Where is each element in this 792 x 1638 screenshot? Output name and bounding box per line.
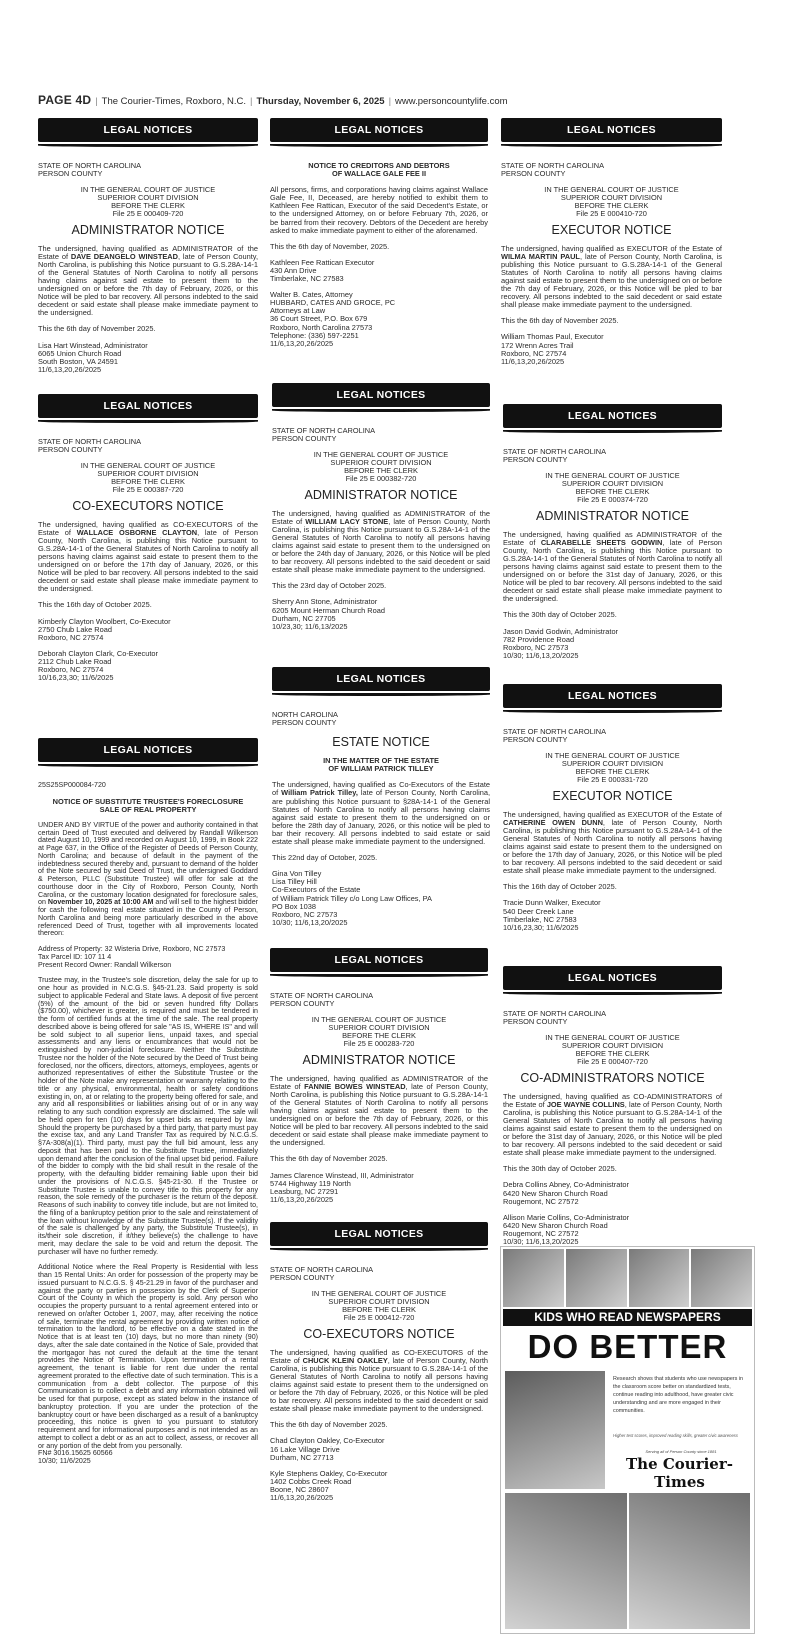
notice-godwin-clarabelle: STATE OF NORTH CAROLINA PERSON COUNTY IN THE GENERAL COURT OF JUSTICE SUPERIOR COURT DIVISION BEFORE THE CLERK File 25 E 000374-720 ADMINISTRATOR NOTICE The undersigned, having qualified as ADMINISTRATOR of the Estate of CLARABELLE SHEETS GODWIN, late of Person County, North Carolina, is publishing this Notice pursuant to G.S.28A-14-1 of the General Statutes of North Carolina to notify all persons having claims against said estate to present them to the undersigned on or before the 31st day of January, 2026, or this Notice will be pled to bar recovery. All persons indebted to the said decedent or said estate shall please make immediate payment to the undersigned. This the 30th day of October 2025. Jason David Godwin, Administrator 782 Providence Road Roxboro, NC 27573 10/30; 11/6,13,20/2025 — [503, 447, 722, 660]
column-3b — [503, 404, 722, 660]
ad-photo-strip — [505, 1493, 750, 1629]
column-3 — [501, 118, 722, 366]
column-1c — [38, 738, 258, 1466]
notice-body: The undersigned, having qualified as EXECUTOR of the Estate of CATHERINE OWEN DUNN, late of Person County, North Carolina, is publishing this Notice pursuant to G.S.28A-14-1 of the General Statutes of North Carolina to notify all persons having claims against said estate to present them to the undersigned on or before the 17th day of January, 2026, or this Notice will be pled to bar recovery. All persons indebted to the said decedent or said estate shall please make immediate payment to the undersigned. — [503, 809, 722, 876]
ad-headline: KIDS WHO READ NEWSPAPERS — [503, 1309, 752, 1326]
notice-body: The undersigned, having qualified as EXECUTOR of the Estate of WILMA MARTIN PAUL, late of Person County, North Carolina, is publishing this Notice pursuant to G.S.28A-14-1 of the General Statutes of North Carolina to notify all persons having claims against said estate to present them to the undersigned on or before the 7th day of February, 2026, or this Notice will be pled to bar recovery. All persons indebted to the said decedent or said estate shall please make immediate payment to the undersigned. — [501, 243, 722, 310]
notice-oakley-chuck: STATE OF NORTH CAROLINA PERSON COUNTY IN THE GENERAL COURT OF JUSTICE SUPERIOR COURT DIVISION BEFORE THE CLERK File 25 E 000412-720 CO-EXECUTORS NOTICE The undersigned, having qualified as CO-EXECUTORS of the Estate of CHUCK KLEIN OAKLEY, late of Person County, North Carolina, is publishing this Notice pursuant to G.S.28A-14-1 of the General Statutes of North Carolina to notify all persons having claims against said estate to present them to the undersigned on or before the 7th day of February, 2026, or this Notice will be pled to bar recovery. All persons indebted to the said decedent or said estate shall please make immediate payment to the undersigned. This the 6th day of November 2025. Chad Clayton Oakley, Co-Executor 16 Lake Village Drive Durham, NC 27713 Kyle Stephens Oakley, Co-Executor 1402 Cobbs Creek Road Boone, NC 28607 11/6,13,20,26/2025 — [270, 1265, 488, 1502]
paper-name: The Courier-Times, Roxboro, N.C. — [101, 96, 246, 107]
notice-title: ADMINISTRATOR NOTICE — [302, 1052, 456, 1067]
column-3c — [503, 684, 722, 932]
notice-body: The undersigned, having qualified as Co-Executors of the Estate of William Patrick Tilley, late of Person County, North Carolina, are publishing this Notice pursuant to §28A-14-1 of the General Statutes of North Carolina to notify all persons having claims against said estate to present them to the undersigned on or before the 28th day of January, 2026, or this notice will be pled to bar their recovery. All persons indebted to said estate or said estate shall please make immediate payment to the undersigned. — [272, 780, 490, 847]
ad-photo — [566, 1249, 627, 1307]
column-3d — [503, 966, 722, 1246]
column-2e — [270, 1222, 488, 1502]
notice-body: The undersigned, having qualified as CO-EXECUTORS of the Estate of CHUCK KLEIN OAKLEY, late of Person County, North Carolina, is publishing this Notice pursuant to G.S.28A-14-1 of the General Statutes of North Carolina to notify all persons having claims against said estate to present them to the undersigned on or before the 7th day of February, 2026, or this Notice will be pled to bar recovery. All persons indebted to the said decedent or said estate shall please make immediate payment to the undersigned. — [270, 1347, 488, 1414]
ad-big-text: DO BETTER — [527, 1328, 728, 1365]
notice-title: EXECUTOR NOTICE — [552, 788, 673, 803]
notice-body: The undersigned, having qualified as ADMINISTRATOR of the Estate of DAVE DEANGELO WINSTEAD, late of Person County, North Carolina, is publishing this Notice pursuant to G.S.28A-14-1 of the General Statutes of North Carolina to notify all persons having claims against said estate to present them to the undersigned on or before the 7th day of February, 2026, or this Notice will be pled to bar recovery. All persons indebted to the said decedent or said estate shall please make immediate payment to the undersigned. — [38, 243, 258, 318]
ad-photo — [505, 1493, 627, 1629]
ad-brand-logo: The Courier-Times — [626, 1455, 733, 1491]
notice-fee-wallace: NOTICE TO CREDITORS AND DEBTORS OF WALLACE GALE FEE II All persons, firms, and corporations having claims against Wallace Gale Fee, II, Deceased, are hereby notified to exhibit them to Kathleen Fee Rattican, Executor of the said Decedent's Estate, or to the undersigned Attorney, on or before February 7th, 2026, or be barred from their recovery. Debtors of the Decedent are hereby asked to make immediate payment to either of the aforenamed. This the 6th day of November, 2025. Kathleen Fee Rattican Executor 430 Ann Drive Timberlake, NC 27583 Walter B. Cates, Attorney HUBBARD, CATES AND GROCE, PC Attorneys at Law 36 Court Street, P.O. Box 679 Roxboro, North Carolina 27573 Telephone: (336) 597-2251 11/6,13,20,26/2025 — [270, 161, 488, 348]
ad-tagline: Higher test scores, improved reading skills, greater civic awareness — [613, 1433, 738, 1438]
notice-body: The undersigned, having qualified as ADMINISTRATOR of the Estate of FANNIE BOWES WINSTEAD, late of Person County, North Carolina, is publishing this Notice pursuant to G.S.28A-14-1 of the General Statutes of North Carolina to notify all persons having claims against said estate to present them to the undersigned on or before the 7th day of February, 2026, or this Notice will be pled to bar recovery. All persons indebted to the said decedent or said estate shall please make immediate payment to the undersigned. — [270, 1073, 488, 1148]
notice-clayton-wallace: STATE OF NORTH CAROLINA PERSON COUNTY IN THE GENERAL COURT OF JUSTICE SUPERIOR COURT DIVISION BEFORE THE CLERK File 25 E 000387-720 CO-EXECUTORS NOTICE The undersigned, having qualified as CO-EXECUTORS of the Estate of WALLACE OSBORNE CLAYTON, late of Person County, North Carolina, is publishing this Notice pursuant to G.S.28A-14-1 of the General Statutes of North Carolina to notify all persons having claims against said estate to present them to the undersigned on or before the 17th day of January, 2026, or this Notice will be pled to bar recovery. All persons indebted to the said decedent or said estate shall please make immediate payment to the undersigned. This the 16th day of October 2025. Kimberly Clayton Woolbert, Co-Executor 2750 Chub Lake Road Roxboro, NC 27574 Deborah Clayton Clark, Co-Executor 2112 Chub Lake Road Roxboro, NC 27574 10/16,23,30; 11/6/2025 — [38, 437, 258, 683]
notice-title: CO-EXECUTORS NOTICE — [72, 498, 224, 513]
ad-photo — [505, 1371, 605, 1489]
ad-photo — [629, 1249, 690, 1307]
notice-title: EXECUTOR NOTICE — [551, 222, 672, 237]
ad-photo — [691, 1249, 752, 1307]
notice-body: The undersigned, having qualified as ADMINISTRATOR of the Estate of CLARABELLE SHEETS GODWIN, late of Person County, North Carolina, is publishing this Notice pursuant to G.S.28A-14-1 of the General Statutes of North Carolina to notify all persons having claims against said estate to present them to the undersigned on or before the 31st day of January, 2026, or this Notice will be pled to bar recovery. All persons indebted to the said decedent or said estate shall please make immediate payment to the undersigned. — [503, 529, 722, 604]
notice-foreclosure: 25S25SP000084-720 NOTICE OF SUBSTITUTE TRUSTEE'S FORECLOSURE SALE OF REAL PROPERTY UNDER AND BY VIRTUE of the power and authority contained in that certain Deed of Trust executed and delivered by Randall Wilkerson dated August 10, 1999 and recorded on August 10, 1999, in Book 222 at Page 637, in the Office of the Register of Deeds of Person County, North Carolina; and because of default in the payment of the indebtedness secured thereby and, pursuant to demand of the holder of the Note secured by said Deed of Trust, the undersigned Goddard & Peterson, PLLC (Substitute Trustee) will offer for sale at the courthouse door in the City of Roxboro, Person County, North Carolina, or the customary location designated for foreclosure sales, on November 10, 2025 at 10:00 AM and will sell to the highest bidder for cash the following real estate situated in the County of Person, North Carolina and being more particularly described in the above referenced Deed of Trust, together with all improvements located thereon: Address of Property: 32 Wisteria Drive, Roxboro, NC 27573 Tax Parcel ID: 107 11 4 Present Record Owner: Randall Wilkerson Trustee may, in the Trustee's sole discretion, delay the sale for up to one hour as provided in N.C.G.S. §45-21.23. Said property is sold subject to applicable Federal and State laws. A deposit of five percent (5%) of the amount of the bid or seven hundred fifty Dollars ($750.00), whichever is greater, is required and must be tendered in the form of certified funds at the time of the sale. The real property described above is being offered for sale "AS IS, WHERE IS" and will be sold subject to all superior liens, unpaid taxes, and special assessments and any liens or encumbrances that would not be extinguished by non-judicial foreclosure. Neither the Substitute Trustee nor the holder of the Note secured by the Deed of Trust being foreclosed, nor the officers, directors, attorneys, employees, agents or authorized representatives of either the Substitute Trustee or the holder of the Note make any representation or warranty relating to the title or any physical, environmental, health or safety conditions existing in, on, at or relating to the property being offered for sale, and any and all responsibilities or liabilities arising out of or in any way relating to any such condition expressly are disclaimed. The sale will be held open for ten (10) days for upset bids as required by law. Should the property be purchased by a third party, that party must pay the excise tax, and any Land Transfer Tax as required by N.C.G.S. §7A-308(a)(1). Third party, must pay the full bid amount, less any deposit that has been paid to the Substitute Trustee, immediately upon demand after the conclusion of the final upset bid period. Failure of the bidder to comply with the bid shall result in the resale of the property, with the defaulting bidder remaining liable upon their bid under the provisions of N.C.G.S. §45-21-30. If the Trustee or Substitute Trustee is unable to convey title to this property for any reason, the sole remedy of the purchaser is the return of the deposit. Reasons of such inability to convey title include, but are not limited to, the filing of a bankruptcy petition prior to the sale and reinstatement of the loan without knowledge of the Substitute Trustee(s). If the validity of the sale is challenged by any party, the Substitute Trustee(s), in its/their sole discretion, if it/they believe(s) the challenge to have merit, may declare the sale to be void and return the deposit. The purchaser will have no further remedy. Additional Notice where the Real Property is Residential with less than 15 Rental Units: An order for possession of the property may be issued pursuant to N.C.G.S. § 45-21.29 in favor of the purchaser and against the party or parties in possession by the Clerk of Superior Court of the County in which the property is sold. Any person who occupies the property pursuant to a rental agreement entered into or renewed on or/after October 1, 2007, may, after receiving the notice of sale, terminate the rental agreement by providing written notice of termination to the landlord, to be effective on a date stated in the Notice that is at least ten (10) days, but no more than ninety (90) days, after the sale date contained in the Notice of Sale, provided that the mortgagor has not cured the default at the time the tenant provides the Notice of Termination. Upon termination of a rental agreement, the tenant is liable for rent due under the rental agreement prorated to the effective date of such termination. This is a communication from a debt collector. The purpose of this Communication is to collect a debt and any information obtained will be used for that purpose, except as stated below in the instance of bankruptcy protection. If you are under the protection of the bankruptcy court or have been discharged as a result of a bankruptcy proceeding, this notice is given to you pursuant to statutory requirement and for informational purposes and is not intended as an attempt to collect a debt or as an act to collect, assess, or recover all or any portion of the debt from you personally. FN# 3016.15625 60566 10/30; 11/6/2025 — [38, 781, 258, 1466]
notice-winstead-fannie: STATE OF NORTH CAROLINA PERSON COUNTY IN THE GENERAL COURT OF JUSTICE SUPERIOR COURT DIVISION BEFORE THE CLERK File 25 E 000283-720 ADMINISTRATOR NOTICE The undersigned, having qualified as ADMINISTRATOR of the Estate of FANNIE BOWES WINSTEAD, late of Person County, North Carolina, is publishing this Notice pursuant to G.S.28A-14-1 of the General Statutes of North Carolina to notify all persons having claims against said estate to present them to the undersigned on or before the 7th day of February, 2026, or this Notice will be pled to bar recovery. All persons indebted to the said decedent or said estate shall please make immediate payment to the undersigned. This the 6th day of November 2025. James Clarence Winstead, III, Administrator 5744 Highway 119 North Leasburg, NC 27291 11/6,13,20,26/2025 — [270, 991, 488, 1204]
column-2 — [270, 118, 488, 348]
ad-photo — [503, 1249, 564, 1307]
legal-notices-banner: LEGAL NOTICES — [38, 738, 258, 762]
legal-notices-banner: LEGAL NOTICES — [503, 404, 722, 428]
ad-photo-strip — [503, 1249, 752, 1307]
ad-serving: Serving all of Person County since 1881 — [645, 1449, 717, 1454]
legal-notices-banner: LEGAL NOTICES — [38, 118, 258, 142]
legal-notices-banner: LEGAL NOTICES — [270, 1222, 488, 1246]
column-2d — [270, 948, 488, 1204]
legal-notices-banner: LEGAL NOTICES — [503, 966, 722, 990]
notice-winstead-dave: STATE OF NORTH CAROLINA PERSON COUNTY IN THE GENERAL COURT OF JUSTICE SUPERIOR COURT DIVISION BEFORE THE CLERK File 25 E 000409-720 ADMINISTRATOR NOTICE The undersigned, having qualified as ADMINISTRATOR of the Estate of DAVE DEANGELO WINSTEAD, late of Person County, North Carolina, is publishing this Notice pursuant to G.S.28A-14-1 of the General Statutes of North Carolina to notify all persons having claims against said estate to present them to the undersigned on or before the 7th day of February, 2026, or this Notice will be pled to bar recovery. All persons indebted to the said decedent or said estate shall please make immediate payment to the undersigned. This the 6th day of November 2025. Lisa Hart Winstead, Administrator 6065 Union Church Road South Boston, VA 24591 11/6,13,20,26/2025 — [38, 161, 258, 374]
page-header: PAGE 4D | The Courier-Times, Roxboro, N.C. | Thursday, November 6, 2025 | www.personcountylife.com — [38, 93, 508, 107]
notice-paul-wilma: STATE OF NORTH CAROLINA PERSON COUNTY IN THE GENERAL COURT OF JUSTICE SUPERIOR COURT DIVISION BEFORE THE CLERK File 25 E 000410-720 EXECUTOR NOTICE The undersigned, having qualified as EXECUTOR of the Estate of WILMA MARTIN PAUL, late of Person County, North Carolina, is publishing this Notice pursuant to G.S.28A-14-1 of the General Statutes of North Carolina to notify all persons having claims against said estate to present them to the undersigned on or before the 7th day of February, 2026, or this Notice will be pled to bar recovery. All persons indebted to the said decedent or said estate shall please make immediate payment to the undersigned. This the 6th day of November 2025. William Thomas Paul, Executor 172 Wrenn Acres Trail Roxboro, NC 27574 11/6,13,20,26/2025 — [501, 161, 722, 366]
notice-body: The undersigned, having qualified as ADMINISTRATOR of the Estate of WILLIAM LACY STONE, late of Person County, North Carolina, is publishing this Notice pursuant to G.S.28A-14-1 of the General Statutes of North Carolina to notify all persons having claims against said estate to present them to the undersigned on or before the 24th day of January, 2026, or this Notice will be pled to bar recovery. All persons indebted to the said decedent or said estate shall please make immediate payment to the undersigned. — [272, 508, 491, 575]
notice-title: CO-EXECUTORS NOTICE — [303, 1326, 455, 1341]
notice-tilley-william: NORTH CAROLINA PERSON COUNTY ESTATE NOTICE IN THE MATTER OF THE ESTATE OF WILLIAM PATRICK TILLEY The undersigned, having qualified as Co-Executors of the Estate of William Patrick Tilley, late of Person County, North Carolina, are publishing this Notice pursuant to §28A-14-1 of the General Statutes of North Carolina to notify all persons having claims against said estate to present them to the undersigned on or before the 28th day of January, 2026, or this notice will be pled to bar their recovery. All persons indebted to said estate or said estate shall please make immediate payment to the undersigned. This 22nd day of October, 2025. Gina Von Tilley Lisa Tilley Hill Co-Executors of the Estate of William Patrick Tilley c/o Long Law Offices, PA PO Box 1038 Roxboro, NC 27573 10/30; 11/6,13,20/2025 — [272, 710, 490, 927]
notice-body: The undersigned, having qualified as CO-EXECUTORS of the Estate of WALLACE OSBORNE CLAYTON, late of Person County, North Carolina, is publishing this Notice pursuant to G.S.28A-14-1 of the General Statutes of North Carolina to notify all persons having claims against said estate to present them to the undersigned on or before the 17th day of January, 2026, or this Notice will be pled to bar recovery. All persons indebted to the said decedent or said estate shall please make immediate payment to the undersigned. — [38, 519, 258, 594]
notice-collins-joe: STATE OF NORTH CAROLINA PERSON COUNTY IN THE GENERAL COURT OF JUSTICE SUPERIOR COURT DIVISION BEFORE THE CLERK File 25 E 000407-720 CO-ADMINISTRATORS NOTICE The undersigned, having qualified as CO-ADMINISTRATORS of the Estate of JOE WAYNE COLLINS, late of Person County, North Carolina, is publishing this Notice pursuant to G.S.28A-14-1 of the General Statutes of North Carolina to notify all persons having claims against said estate to present them to the undersigned on or before the 31st day of January, 2026, or this Notice will be pled to bar recovery. All persons indebted to the said decedent or said estate shall please make immediate payment to the undersigned. This the 30th day of October 2025. Debra Collins Abney, Co-Administrator 6420 New Sharon Church Road Rougemont, NC 27572 Allison Marie Collins, Co-Administrator 6420 New Sharon Church Road Rougemont, NC 27572 10/30; 11/6,13,20/2025 — [503, 1009, 722, 1246]
notice-title: CO-ADMINISTRATORS NOTICE — [520, 1070, 705, 1085]
issue-date: Thursday, November 6, 2025 — [256, 96, 385, 107]
notice-title: ESTATE NOTICE — [332, 735, 430, 750]
column-1 — [38, 118, 258, 374]
legal-notices-banner: LEGAL NOTICES — [270, 948, 488, 972]
column-1b — [38, 394, 258, 682]
site-url[interactable]: www.personcountylife.com — [395, 96, 508, 107]
legal-notices-banner: LEGAL NOTICES — [272, 383, 490, 407]
legal-notices-banner: LEGAL NOTICES — [272, 667, 490, 691]
legal-notices-banner: LEGAL NOTICES — [270, 118, 488, 142]
notice-body: The undersigned, having qualified as CO-ADMINISTRATORS of the Estate of JOE WAYNE COLLINS, late of Person County, North Carolina, is publishing this Notice pursuant to G.S.28A-14-1 of the General Statutes of North Carolina to notify all persons having claims against said estate to present them to the undersigned on or before the 31st day of January, 2026, or this Notice will be pled to bar recovery. All persons indebted to the said decedent or said estate shall please make immediate payment to the undersigned. — [503, 1091, 722, 1158]
column-2b — [272, 383, 490, 631]
column-2c — [272, 667, 490, 927]
legal-notices-banner: LEGAL NOTICES — [501, 118, 722, 142]
newspaper-ad[interactable] — [500, 1246, 755, 1634]
page-number: PAGE 4D — [38, 93, 92, 107]
ad-photo — [629, 1493, 751, 1629]
legal-notices-banner: LEGAL NOTICES — [38, 394, 258, 418]
legal-notices-banner: LEGAL NOTICES — [503, 684, 722, 708]
notice-dunn-catherine: STATE OF NORTH CAROLINA PERSON COUNTY IN THE GENERAL COURT OF JUSTICE SUPERIOR COURT DIVISION BEFORE THE CLERK File 25 E 000331-720 EXECUTOR NOTICE The undersigned, having qualified as EXECUTOR of the Estate of CATHERINE OWEN DUNN, late of Person County, North Carolina, is publishing this Notice pursuant to G.S.28A-14-1 of the General Statutes of North Carolina to notify all persons having claims against said estate to present them to the undersigned on or before the 17th day of January, 2026, or this Notice will be pled to bar recovery. All persons indebted to the said decedent or said estate shall please make immediate payment to the undersigned. This the 16th day of October 2025. Tracie Dunn Walker, Executor 540 Deer Creek Lane Timberlake, NC 27583 10/16,23,30; 11/6/2025 — [503, 727, 722, 932]
notice-title: ADMINISTRATOR NOTICE — [71, 222, 225, 237]
notice-stone-william: STATE OF NORTH CAROLINA PERSON COUNTY IN THE GENERAL COURT OF JUSTICE SUPERIOR COURT DIVISION BEFORE THE CLERK File 25 E 000382-720 ADMINISTRATOR NOTICE The undersigned, having qualified as ADMINISTRATOR of the Estate of WILLIAM LACY STONE, late of Person County, North Carolina, is publishing this Notice pursuant to G.S.28A-14-1 of the General Statutes of North Carolina to notify all persons having claims against said estate to present them to the undersigned on or before the 24th day of January, 2026, or this Notice will be pled to bar recovery. All persons indebted to the said decedent or said estate shall please make immediate payment to the undersigned. This the 23rd day of October 2025. Sherry Ann Stone, Administrator 6205 Mount Herman Church Road Durham, NC 27705 10/23,30; 11/6,13/2025 — [272, 426, 491, 631]
ad-body: Research shows that students who use newspapers in the classroom score better on standardized tests, continue reading into adulthood, have greater civic understanding and are more engaged in their communities. — [613, 1376, 744, 1414]
notice-title: ADMINISTRATOR NOTICE — [304, 487, 458, 502]
notice-title: ADMINISTRATOR NOTICE — [535, 508, 689, 523]
